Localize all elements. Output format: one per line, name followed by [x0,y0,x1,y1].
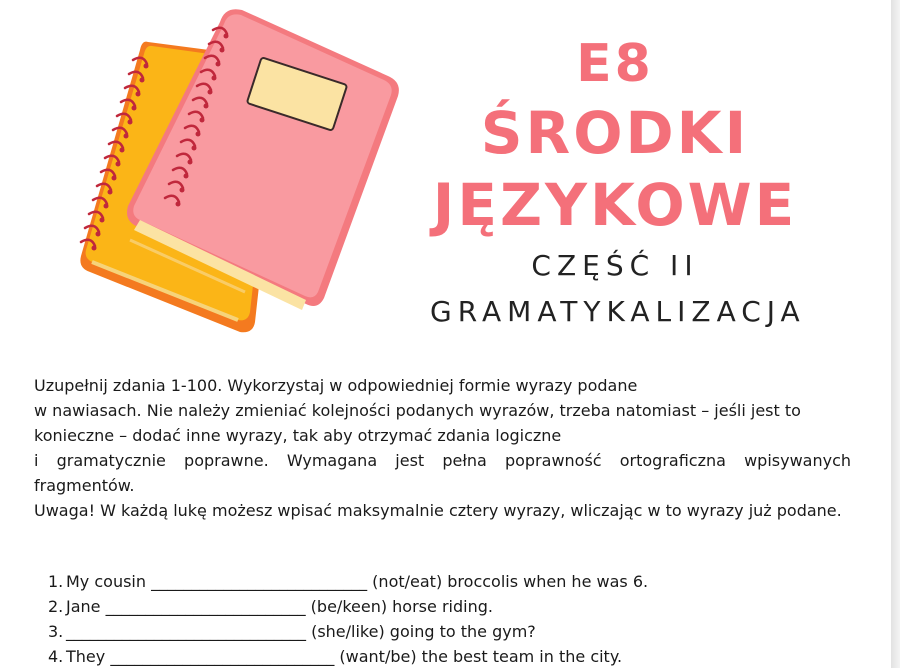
title-code: E8 [576,34,654,94]
title-block [430,34,806,328]
answer-blank[interactable]: ____________________________ [110,647,335,666]
title-line-jezykowe: JĘZYKOWE [432,171,798,239]
instruction-line: i gramatycznie poprawne. Wymagana jest pełna poprawność ortograficzna wpisywanych fragmentów. [34,451,851,495]
exercise-list [48,569,648,669]
instructions [34,373,851,523]
instruction-line: konieczne – dodać inne wyrazy, tak aby otrzymać zdania logiczne [34,426,562,445]
exercise-text-after: (she/like) going to the gym? [306,622,536,641]
exercise-number: 4. [48,647,64,666]
spiral-notebooks-icon [70,0,410,340]
exercise-text-after: (want/be) the best team in the city. [334,647,623,666]
exercise-text-after: (not/eat) broccolis when he was 6. [367,572,649,591]
answer-blank[interactable]: ___________________________ [151,572,368,591]
exercise-text-after: (be/keen) horse riding. [305,597,493,616]
answer-blank[interactable]: ______________________________ [66,622,306,641]
subtitle-part: CZĘŚĆ II [531,249,699,282]
exercise-item [48,594,648,619]
instruction-warning: Uwaga! W każdą lukę możesz wpisać maksymalnie cztery wyrazy, wliczając w to wyrazy już podane. [34,501,842,520]
instruction-line: Uzupełnij zdania 1-100. Wykorzystaj w odpowiedniej formie wyrazy podane [34,376,638,395]
page-edge [891,0,900,668]
exercise-text-before: Jane [66,597,106,616]
exercise-item [48,644,648,669]
exercise-number: 2. [48,597,64,616]
exercise-number: 3. [48,622,64,641]
exercise-number: 1. [48,572,64,591]
subtitle-topic: GRAMATYKALIZACJA [430,295,806,328]
exercise-text-before: They [66,647,111,666]
instruction-line: w nawiasach. Nie należy zmieniać kolejności podanych wyrazów, trzeba natomiast – jeśli jest to [34,401,801,420]
exercise-item [48,619,648,644]
exercise-item [48,569,648,594]
answer-blank[interactable]: _________________________ [105,597,306,616]
title-line-srodki: ŚRODKI [480,99,750,167]
exercise-text-before: My cousin [66,572,152,591]
